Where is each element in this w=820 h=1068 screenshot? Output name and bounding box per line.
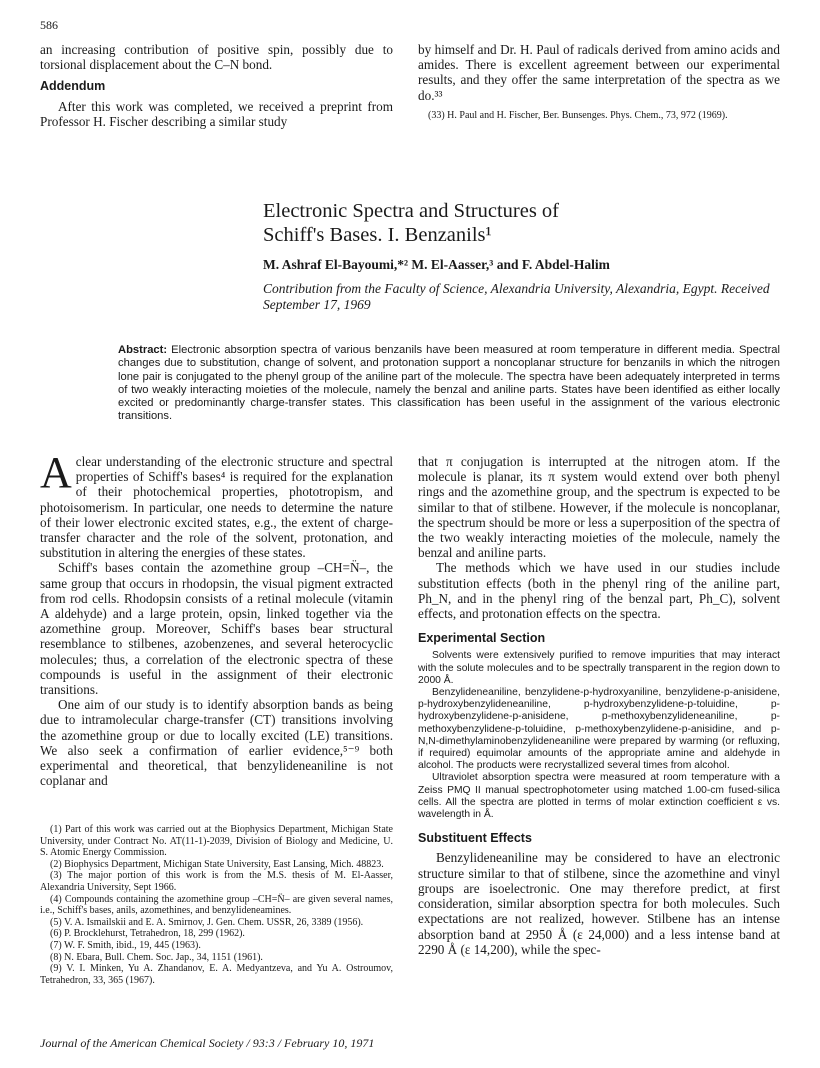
footnote: (3) The major portion of this work is from the M.S. thesis of M. El-Aasser, Alexandria University, Sept 1966. [40,870,393,893]
footnote: (2) Biophysics Department, Michigan State University, East Lansing, Mich. 48823. [50,858,384,870]
body-left-column [40,448,393,789]
footnotes [40,824,393,986]
footnote: (8) N. Ebara, Bull. Chem. Soc. Jap., 34, 1151 (1961). [50,951,263,963]
title-line-1: Electronic Spectra and Structures of [263,200,559,222]
page-number: 586 [40,18,58,32]
paragraph: Schiff's bases contain the azomethine group –CH=N̈–, the same group that occurs in rhodopsin, the visual pigment extracted from rod cells. Rhodopsin consists of a retinal molecule (vitamin A aldehyde) and a large protein, opsin, linked together via the azomethine group. Moreover, Schiff's bases bear structural resemblance to stilbenes, azobenzenes, and several heterocyclic molecules; thus, a correlation of the electronic spectra of these compounds is useful in the assignment of their electronic transitions. [40,560,393,698]
footnote: (6) P. Brocklehurst, Tetrahedron, 18, 299 (1962). [50,928,245,940]
article-title [263,199,783,247]
affiliation: Contribution from the Faculty of Science, Alexandria University, Alexandria, Egypt. Received September 17, 1969 [263,281,770,312]
abstract-text: Electronic absorption spectra of various benzanils have been measured at room temperature in different media. Spectral changes due to substitution, change of solvent, and protonation support a noncoplanar structure for benzanils in which the nitrogen lone pair is conjugated to the phenyl group of the aniline part of the molecule. The spectra have been adequately interpreted in terms of two weakly interacting moieties of the molecule, namely the benzal and aniline parts. States have been identified as either locally excited or predominantly charge-transfer states. This classification has been useful in the assignment of the various electronic transitions. [118,344,781,423]
reference-33: (33) H. Paul and H. Fischer, Ber. Bunsenges. Phys. Chem., 73, 972 (1969). [428,109,728,121]
abstract-label: Abstract: [118,344,168,356]
footnote: (1) Part of this work was carried out at the Biophysics Department, Michigan State University, under Contract No. AT(11-1)-2039, Division of Biology and Medicine, U. S. Atomic Energy Commission. [40,824,393,859]
paragraph: by himself and Dr. H. Paul of radicals derived from amino acids and amides. There is excellent agreement between our experimental results, and they offer the same interpretation of the spectra as we do.³³ [418,42,780,103]
journal-footer: Journal of the American Chemical Society / 93:3 / February 10, 1971 [40,1036,375,1050]
paragraph: Solvents were extensively purified to remove impurities that may interact with the solute molecules and to be spectrally transparent in the region down to 2000 Å. [418,650,780,686]
section-heading-experimental: Experimental Section [418,631,546,646]
footnote: (7) W. F. Smith, ibid., 19, 445 (1963). [50,939,201,951]
footnote: (5) V. A. Ismailskii and E. A. Smirnov, J. Gen. Chem. USSR, 26, 3389 (1956). [50,916,364,928]
drop-cap: A [40,448,72,497]
abstract [118,344,780,424]
paragraph: Benzylideneaniline may be considered to have an electronic structure similar to that of stilbene, since the azomethine and vinyl groups are isoelectronic. One may therefore predict, at first consideration, similar absorption spectra for both molecules. Such expectations are not realized, however. Stilbene has an intense absorption band at 2950 Å (ε 24,000) and a less intense band at 2290 Å (ε 14,200), while the spec- [418,850,780,957]
paragraph: The methods which we have used in our studies include substitution effects (both in the phenyl ring of the aniline part, Ph_N, and in the phenyl ring of the benzal part, Ph_C), solvent effects, and protonation effects on the spectra. [418,560,780,622]
addendum-text: After this work was completed, we received a preprint from Professor H. Fischer describing a similar study [40,98,393,129]
section-heading-substituent: Substituent Effects [418,831,532,846]
paragraph: Benzylideneaniline, benzylidene-p-hydroxyaniline, benzylidene-p-anisidene, p-hydroxybenzylideneaniline, p-hydroxybenzylidene-p-toluidine, p-hydroxybenzylidene-p-anisidene, p-methoxybenzylideneaniline, p-methoxybenzylidene-p-toluidine, p-methoxybenzylidene-p-anisidine, and p-N,N-dimethylaminobenzylideneaniline were prepared by warming (or refluxing, if required) equimolar amounts of the appropriate amine and aldehyde in alcohol. The products were recrystallized several times from alcohol. [418,687,780,772]
addendum-heading: Addendum [40,79,106,94]
authors: M. Ashraf El-Bayoumi,*² M. El-Aasser,³ and F. Abdel-Halim [263,257,610,272]
footnote: (4) Compounds containing the azomethine group –CH=N̈– are given several names, i.e., Schiff's bases, anils, azomethines, and benzylideneamines. [40,893,393,917]
paragraph: One aim of our study is to identify absorption bands as being due to intramolecular charge-transfer (CT) transitions involving the azomethine group or due to locally excited (LE) transitions. We also seek a confirmation of earlier evidence,⁵⁻⁹ both experimental and theoretical, that benzylideneaniline is not coplanar and [40,697,393,789]
footnote: (9) V. I. Minken, Yu A. Zhandanov, E. A. Medyantzeva, and Yu A. Ostroumov, Tetrahedron, 33, 365 (1967). [40,963,393,986]
body-right-column [418,454,780,957]
previous-article-left [40,42,393,129]
title-line-2: Schiff's Bases. I. Benzanils¹ [263,224,492,246]
paragraph: an increasing contribution of positive spin, possibly due to torsional displacement about the C–N bond. [40,42,393,73]
intro-paragraph: Aclear understanding of the electronic structure and spectral properties of Schiff's bases⁴ is required for the explanation of their photochemical properties, phototropism, and photoisomerism. In particular, one needs to determine the nature of their lower electronic excited states, e.g., the extent of charge-transfer character and the role of the solvent, protonation, and substitution in altering the energies of these states. [40,448,393,561]
previous-article-right [418,42,780,121]
paragraph: that π conjugation is interrupted at the nitrogen atom. If the molecule is planar, its π system would extend over both phenyl rings and the azomethine group, and the spectrum is expected to be similar to that of stilbene. However, if the molecule is noncoplanar, the spectrum should be more or less a superposition of the spectra of the two weakly interacting moieties of the molecule, namely the benzal and aniline parts. [418,454,780,561]
paragraph: Ultraviolet absorption spectra were measured at room temperature with a Zeiss PMQ II manual spectrophotometer using matched 1.00-cm fused-silica cells. All the spectra are plotted in terms of molar extinction coefficient ε vs. wavelength in Å. [418,772,780,821]
experimental-section [418,650,780,821]
